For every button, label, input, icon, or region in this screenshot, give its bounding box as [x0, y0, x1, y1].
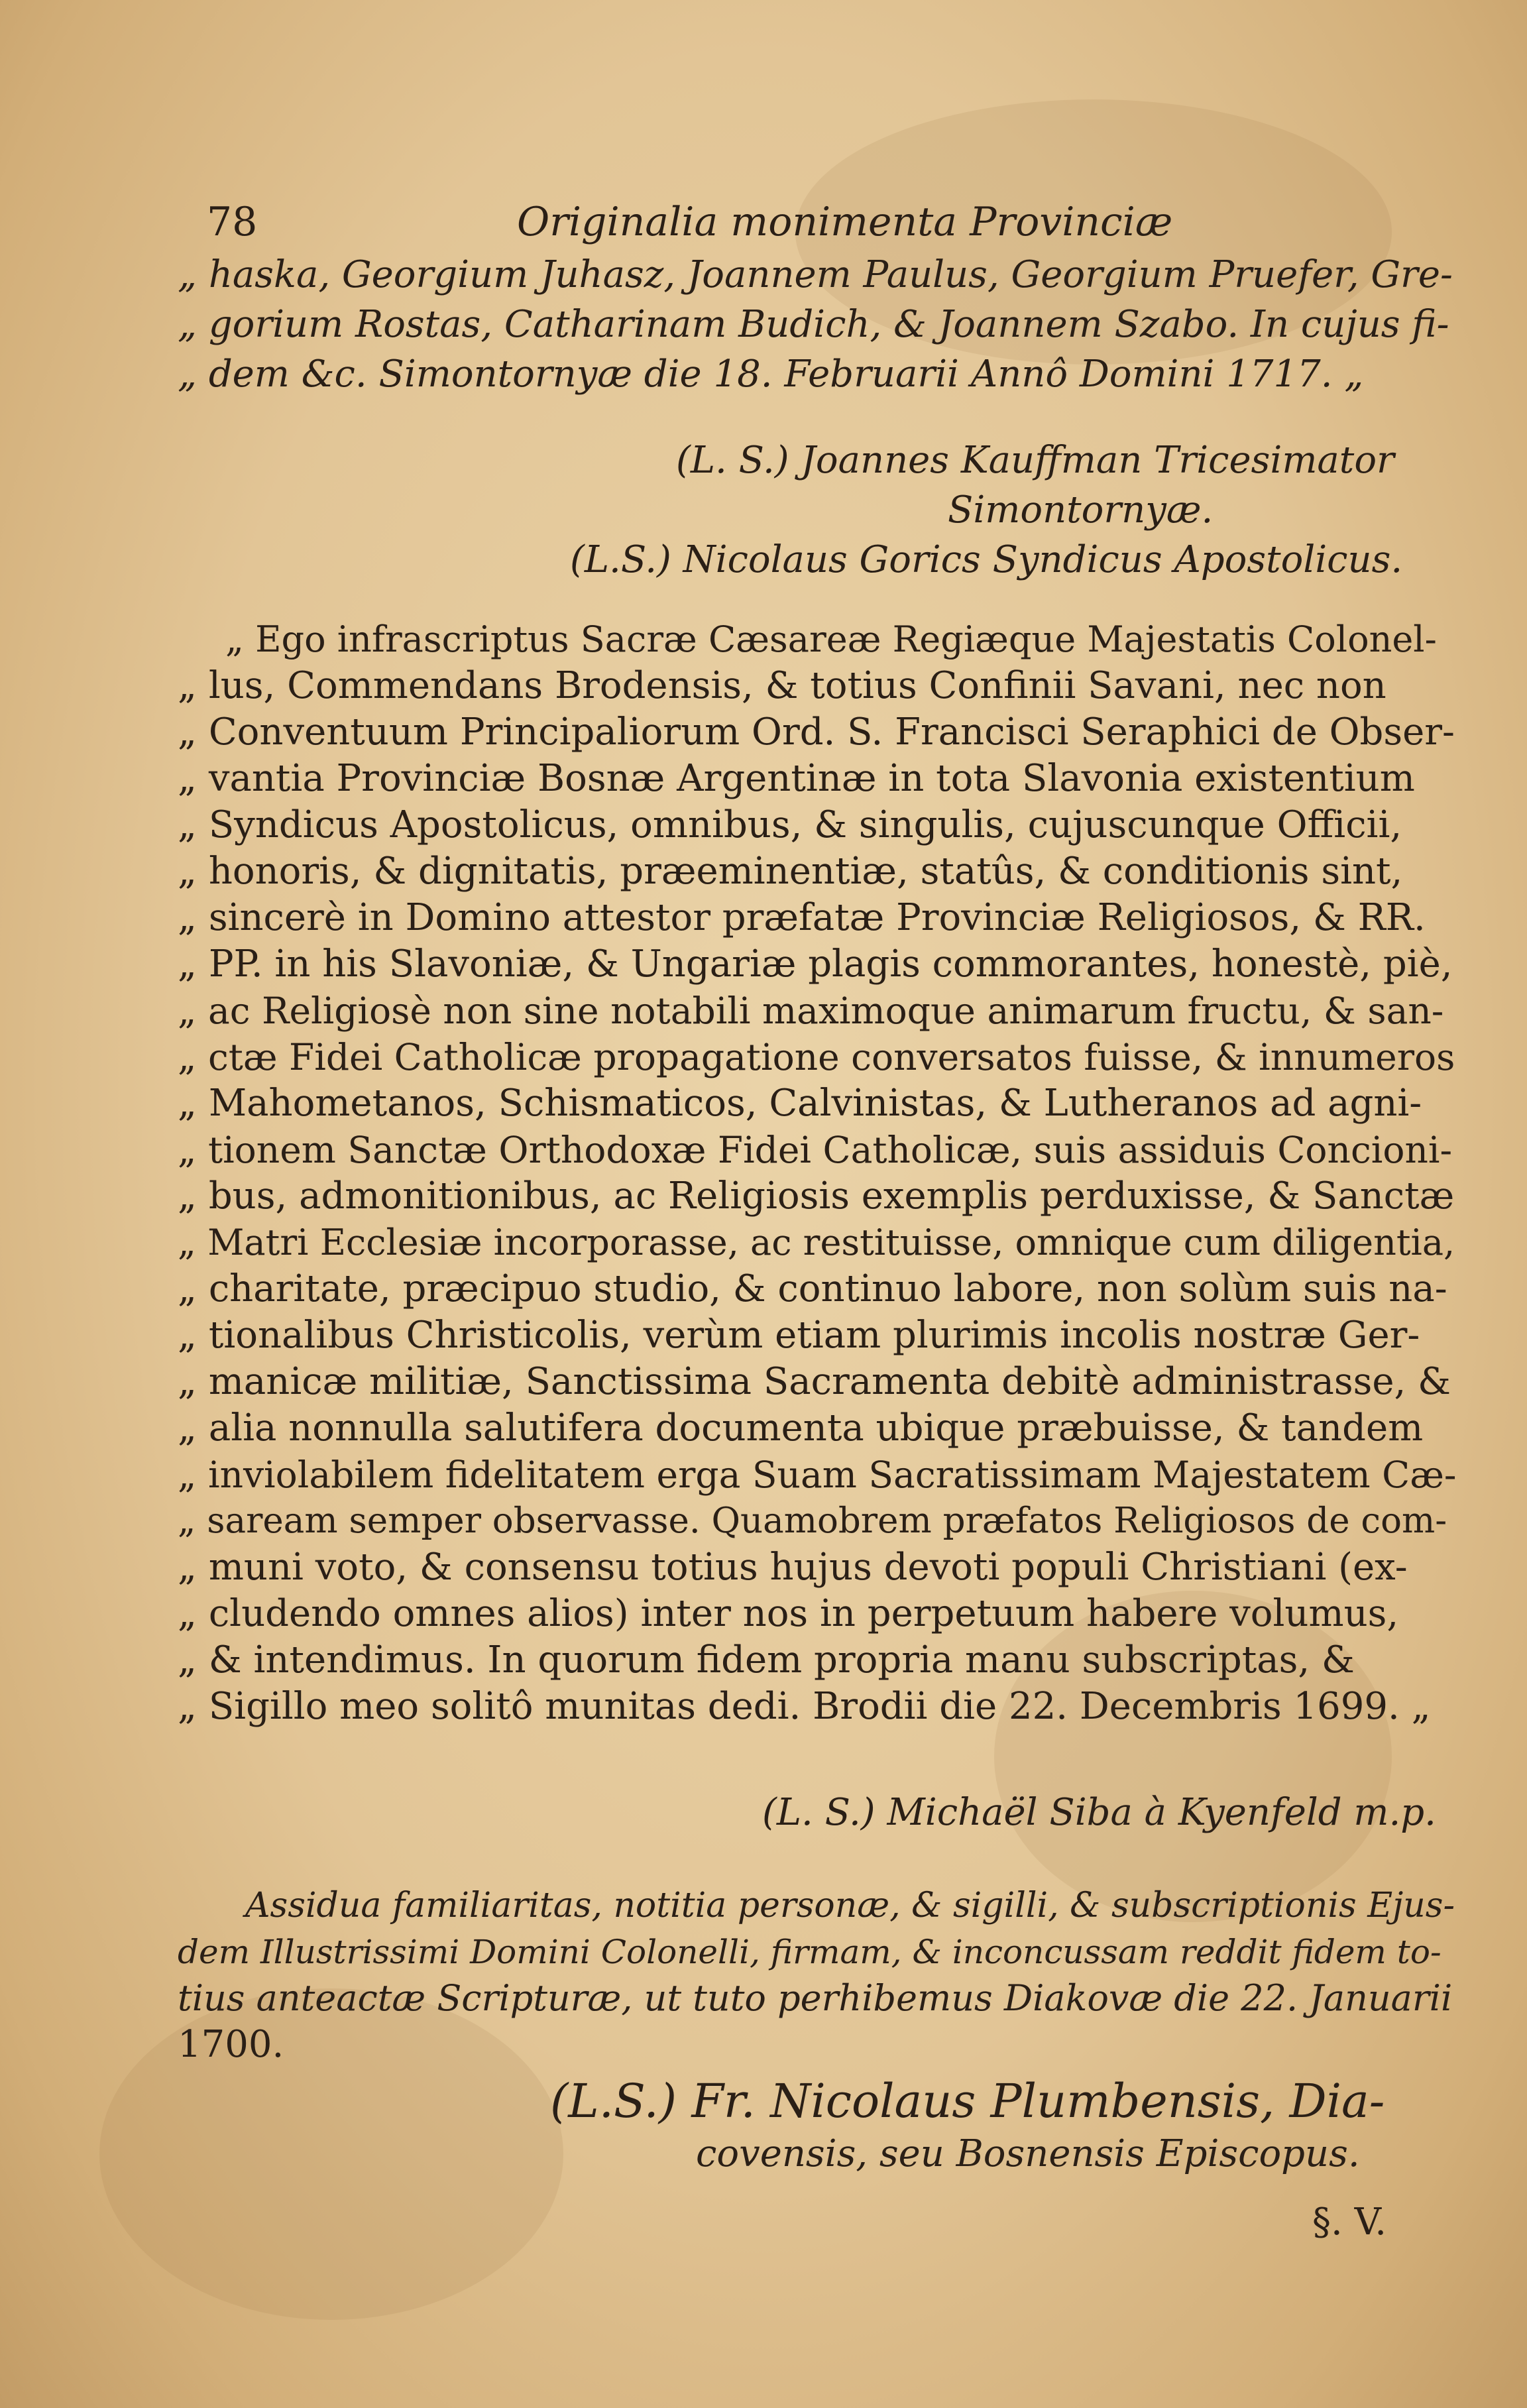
text-line: „ vantia Provinciæ Bosnæ Argentinæ in tota Slavonia existentium — [178, 757, 1415, 800]
signature-line: (L.S.) Fr. Nicolaus Plumbensis, Dia- — [550, 2074, 1385, 2128]
text-line: „ bus, admonitionibus, ac Religiosis exemplis perduxisse, & Sanctæ — [178, 1175, 1455, 1218]
text-line: „ Sigillo meo solitô munitas dedi. Brodii die 22. Decembris 1699. „ — [178, 1685, 1431, 1728]
text-line: „ muni voto, & consensu totius hujus devoti populi Christiani (ex- — [178, 1546, 1408, 1589]
text-line: „ Mahometanos, Schismaticos, Calvinistas, & Lutheranos ad agni- — [178, 1082, 1422, 1125]
text-line: „ tionem Sanctæ Orthodoxæ Fidei Catholicæ, suis assiduis Concioni- — [178, 1129, 1453, 1171]
text-line: „ gorium Rostas, Catharinam Budich, & Joannem Szabo. In cujus fi- — [178, 303, 1449, 346]
catchword: §. V. — [1312, 2201, 1387, 2244]
text-line: „ sincerè in Domino attestor præfatæ Provinciæ Religiosos, & RR. — [178, 896, 1426, 939]
text-line: „ lus, Commendans Brodensis, & totius Confinii Savani, nec non — [178, 664, 1386, 707]
signature-line: (L. S.) Michaël Siba à Kyenfeld m.p. — [762, 1791, 1436, 1834]
text-line: „ charitate, præcipuo studio, & continuo labore, non solùm suis na- — [178, 1267, 1447, 1310]
running-title: Originalia monimenta Provinciæ — [517, 199, 1173, 245]
text-line: „ cludendo omnes alios) inter nos in perpetuum habere volumus, — [178, 1592, 1399, 1635]
text-line: „ honoris, & dignitatis, præeminentiæ, statûs, & conditionis sint, — [178, 850, 1403, 893]
signature-line: covensis, seu Bosnensis Episcopus. — [696, 2132, 1360, 2175]
text-line: Assidua familiaritas, notitia personæ, & sigilli, & subscriptionis Ejus- — [245, 1886, 1455, 1925]
text-line: „ PP. in his Slavoniæ, & Ungariæ plagis commorantes, honestè, piè, — [178, 943, 1453, 986]
text-line: „ ac Religiosè non sine notabili maximoque animarum fructu, & san- — [178, 990, 1444, 1032]
page-number: 78 — [207, 199, 258, 245]
signature-line: Simontornyæ. — [948, 488, 1214, 532]
text-line: „ manicæ militiæ, Sanctissima Sacramenta debitè administrasse, & — [178, 1360, 1451, 1403]
text-line: „ tionalibus Christicolis, verùm etiam plurimis incolis nostræ Ger- — [178, 1314, 1420, 1357]
signature-line: (L. S.) Joannes Kauffman Tricesimator — [676, 439, 1394, 482]
text-line: „ alia nonnulla salutifera documenta ubique præbuisse, & tandem — [178, 1406, 1424, 1450]
text-line: dem Illustrissimi Domini Colonelli, firmam, & inconcussam reddit fidem to- — [178, 1933, 1442, 1971]
text-line: „ saream semper observasse. Quamobrem præfatos Religiosos de com- — [178, 1501, 1447, 1541]
text-line: „ Syndicus Apostolicus, omnibus, & singulis, cujuscunque Officii, — [178, 803, 1402, 846]
text-line: „ dem &c. Simontornyæ die 18. Februarii Annô Domini 1717. „ — [178, 353, 1364, 396]
text-line: „ Matri Ecclesiæ incorporasse, ac restituisse, omnique cum diligentia, — [178, 1222, 1455, 1263]
text-line: tius anteactæ Scripturæ, ut tuto perhibemus Diakovæ die 22. Januarii — [178, 1977, 1453, 2019]
text-line: „ ctæ Fidei Catholicæ propagatione conversatos fuisse, & innumeros — [178, 1036, 1455, 1078]
text-line: „ haska, Georgium Juhasz, Joannem Paulus, Georgium Pruefer, Gre- — [178, 253, 1453, 296]
text-line: „ inviolabilem fidelitatem erga Suam Sacratissimam Majestatem Cæ- — [178, 1454, 1457, 1496]
text-line: „ & intendimus. In quorum fidem propria manu subscriptas, & — [178, 1638, 1355, 1682]
signature-line: (L.S.) Nicolaus Gorics Syndicus Apostolicus. — [570, 538, 1403, 581]
text-line: 1700. — [178, 2023, 284, 2066]
text-line: „ Ego infrascriptus Sacræ Cæsareæ Regiæque Majestatis Colonel- — [225, 618, 1437, 660]
paper-stain — [99, 1988, 563, 2320]
text-line: „ Conventuum Principaliorum Ord. S. Francisci Seraphici de Obser- — [178, 711, 1455, 754]
